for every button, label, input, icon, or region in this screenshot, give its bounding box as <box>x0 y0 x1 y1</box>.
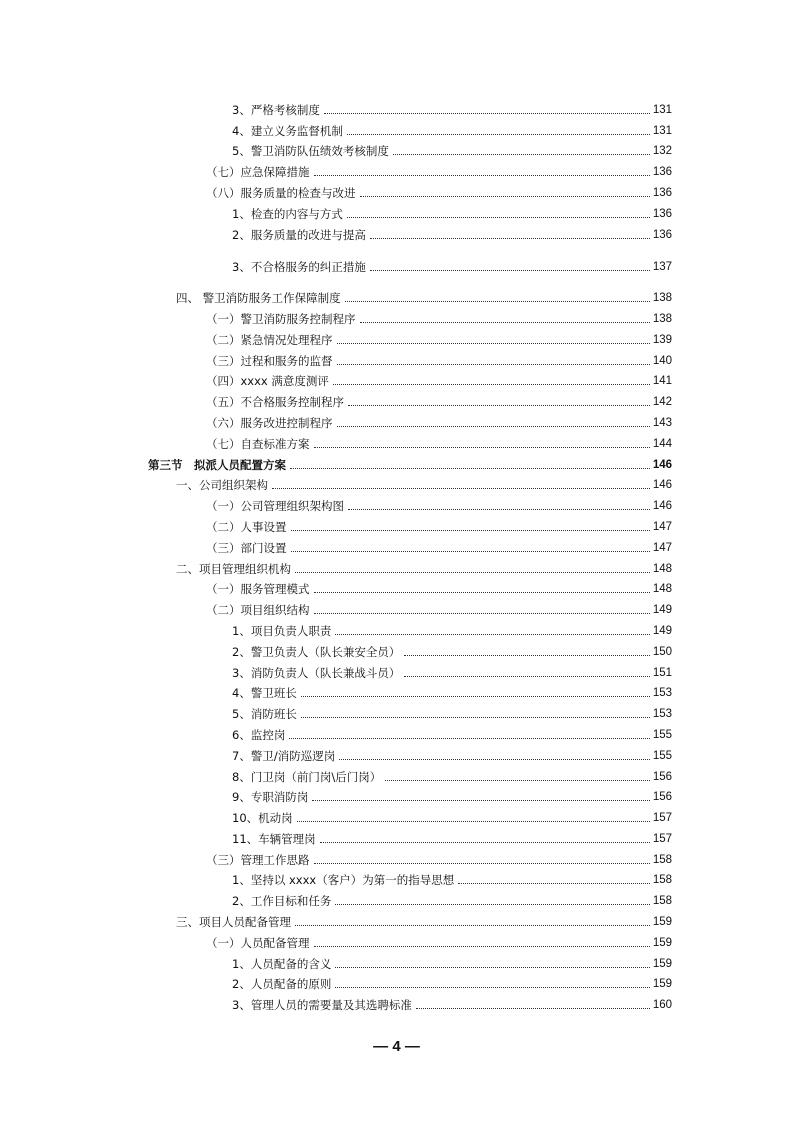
toc-entry-page: 141 <box>652 375 672 388</box>
toc-entry-page: 159 <box>652 936 672 949</box>
toc-entry-page: 143 <box>652 416 672 429</box>
toc-entry[interactable] <box>148 804 672 825</box>
toc-entry[interactable] <box>148 388 672 409</box>
toc-entry-page: 158 <box>652 853 672 866</box>
toc-entry-title: （八）服务质量的检查与改进 <box>206 185 356 200</box>
toc-entry-title: 4、建立义务监督机制 <box>232 123 343 138</box>
toc-entry-title: （一）公司管理组织架构图 <box>206 499 344 514</box>
toc-entry-title: 1、检查的内容与方式 <box>232 206 343 221</box>
toc-entry-title: （六）服务改进控制程序 <box>206 415 333 430</box>
dot-leader <box>291 529 650 531</box>
toc-entry[interactable] <box>148 472 672 493</box>
toc-entry-page: 159 <box>652 916 672 929</box>
toc-entry-title: 一、公司组织架构 <box>176 478 268 493</box>
toc-entry-page: 160 <box>652 999 672 1012</box>
toc-entry-title: 2、工作目标和任务 <box>232 894 332 909</box>
toc-entry[interactable] <box>148 867 672 888</box>
dot-leader <box>360 321 650 323</box>
toc-entry-title: （五）不合格服务控制程序 <box>206 395 344 410</box>
toc-entry-page: 159 <box>652 978 672 991</box>
toc-entry-title: 6、监控岗 <box>232 727 286 742</box>
toc-entry-page: 138 <box>652 292 672 305</box>
toc-entry-page: 159 <box>652 957 672 970</box>
toc-entry[interactable] <box>148 576 672 597</box>
toc-entry-page: 153 <box>652 708 672 721</box>
toc-entry-title: 5、警卫消防队伍绩效考核制度 <box>232 144 389 159</box>
toc-entry[interactable] <box>148 200 672 221</box>
toc-entry[interactable] <box>148 784 672 805</box>
toc-entry[interactable] <box>148 971 672 992</box>
toc-entry[interactable] <box>148 368 672 389</box>
toc-entry-title: （七）应急保障措施 <box>206 165 310 180</box>
toc-entry[interactable] <box>148 221 672 242</box>
dot-leader <box>458 882 650 884</box>
toc-entry-title: （一）服务管理模式 <box>206 582 310 597</box>
dot-leader <box>347 216 650 218</box>
toc-entry-page: 137 <box>652 261 672 274</box>
toc-entry-title: （二）人事设置 <box>206 519 287 534</box>
dot-leader <box>314 612 650 614</box>
toc-entry[interactable] <box>148 887 672 908</box>
toc-entry-page: 136 <box>652 228 672 241</box>
dot-leader <box>393 153 650 155</box>
toc-entry-title: 5、消防班长 <box>232 707 297 722</box>
dot-leader <box>360 195 650 197</box>
dot-leader <box>290 467 650 469</box>
toc-entry[interactable] <box>148 659 672 680</box>
toc-entry-page: 158 <box>652 874 672 887</box>
toc-entry-title: 9、专职消防岗 <box>232 790 309 805</box>
toc-entry[interactable] <box>148 451 672 472</box>
toc-entry-title: （二）项目组织结构 <box>206 603 310 618</box>
toc-entry[interactable] <box>148 138 672 159</box>
dot-leader <box>301 716 650 718</box>
dot-leader <box>314 862 650 864</box>
dot-leader <box>301 695 650 697</box>
page-number: — 4 — <box>373 1038 420 1055</box>
toc-entry-title: 2、服务质量的改进与提高 <box>232 227 366 242</box>
toc-entry-title: （三）部门设置 <box>206 540 287 555</box>
toc-entry-page: 146 <box>652 479 672 492</box>
toc-entry-page: 138 <box>652 312 672 325</box>
toc-entry-page: 155 <box>652 749 672 762</box>
toc-entry-title: 7、警卫/消防巡逻岗 <box>232 748 336 763</box>
toc-entry[interactable] <box>148 96 672 117</box>
toc-entry-page: 136 <box>652 207 672 220</box>
toc-entry[interactable] <box>148 409 672 430</box>
toc-entry-title: （二）紧急情况处理程序 <box>206 332 333 347</box>
dot-leader <box>337 425 650 427</box>
toc-entry-page: 150 <box>652 645 672 658</box>
toc-entry[interactable] <box>148 846 672 867</box>
table-of-contents <box>148 96 672 1012</box>
dot-leader <box>324 112 650 114</box>
toc-entry-title: 3、管理人员的需要量及其选聘标准 <box>232 998 412 1013</box>
toc-entry-page: 131 <box>652 124 672 137</box>
toc-entry-title: 二、项目管理组织机构 <box>176 561 291 576</box>
toc-entry-page: 156 <box>652 791 672 804</box>
dot-leader <box>404 654 649 656</box>
dot-leader <box>314 174 650 176</box>
dot-leader <box>370 237 650 239</box>
toc-entry[interactable] <box>148 555 672 576</box>
toc-entry-page: 139 <box>652 333 672 346</box>
toc-entry-page: 131 <box>652 103 672 116</box>
dot-leader <box>348 508 650 510</box>
toc-entry-page: 147 <box>652 541 672 554</box>
dot-leader <box>416 1007 650 1009</box>
dot-leader <box>291 550 650 552</box>
dot-leader <box>370 269 650 271</box>
toc-entry[interactable] <box>148 680 672 701</box>
toc-entry-title: 4、警卫班长 <box>232 686 297 701</box>
toc-entry[interactable] <box>148 617 672 638</box>
toc-entry-title: （一）人员配备管理 <box>206 935 310 950</box>
dot-leader <box>339 758 650 760</box>
toc-entry[interactable] <box>148 721 672 742</box>
toc-entry-page: 155 <box>652 728 672 741</box>
toc-entry-title: （四）xxxx 满意度测评 <box>206 374 329 389</box>
toc-entry-page: 132 <box>652 145 672 158</box>
toc-entry-title: 第三节 拟派人员配置方案 <box>148 457 286 472</box>
toc-entry[interactable] <box>148 513 672 534</box>
toc-entry-title: 1、人员配备的含义 <box>232 956 332 971</box>
toc-entry-page: 148 <box>652 583 672 596</box>
toc-entry-page: 146 <box>652 458 672 471</box>
toc-entry[interactable] <box>148 179 672 200</box>
dot-leader <box>385 779 650 781</box>
toc-entry-title: 2、人员配备的原则 <box>232 977 332 992</box>
toc-entry-title: （七）自查标准方案 <box>206 436 310 451</box>
toc-entry[interactable] <box>148 742 672 763</box>
toc-entry-title: 3、严格考核制度 <box>232 102 320 117</box>
dot-leader <box>337 363 650 365</box>
toc-entry-page: 147 <box>652 520 672 533</box>
toc-entry[interactable] <box>148 638 672 659</box>
toc-entry-title: 1、坚持以 xxxx（客户）为第一的指导思想 <box>232 873 455 888</box>
toc-entry[interactable] <box>148 596 672 617</box>
toc-entry-title: 8、门卫岗（前门岗\后门岗） <box>232 769 382 784</box>
toc-entry-page: 149 <box>652 624 672 637</box>
dot-leader <box>404 675 649 677</box>
dot-leader <box>348 404 650 406</box>
toc-entry-title: 11、车辆管理岗 <box>232 831 316 846</box>
toc-entry-page: 157 <box>652 832 672 845</box>
toc-entry-title: 2、警卫负责人（队长兼安全员） <box>232 644 401 659</box>
toc-entry[interactable] <box>148 305 672 326</box>
toc-entry-title: （一）警卫消防服务控制程序 <box>206 311 356 326</box>
dot-leader <box>297 820 650 822</box>
toc-entry-page: 153 <box>652 687 672 700</box>
toc-entry[interactable] <box>148 950 672 971</box>
toc-entry[interactable] <box>148 991 672 1012</box>
dot-leader <box>337 342 650 344</box>
toc-entry-page: 151 <box>652 666 672 679</box>
toc-entry[interactable] <box>148 347 672 368</box>
toc-entry-page: 136 <box>652 166 672 179</box>
toc-entry-title: 10、机动岗 <box>232 811 293 826</box>
toc-entry-page: 140 <box>652 354 672 367</box>
toc-entry-title: 3、不合格服务的纠正措施 <box>232 260 366 275</box>
dot-leader <box>312 799 649 801</box>
dot-leader <box>335 966 649 968</box>
toc-entry[interactable] <box>148 534 672 555</box>
dot-leader <box>335 986 649 988</box>
toc-entry[interactable] <box>148 326 672 347</box>
toc-entry-page: 136 <box>652 186 672 199</box>
toc-entry[interactable] <box>148 492 672 513</box>
dot-leader <box>320 841 650 843</box>
toc-entry[interactable] <box>148 908 672 929</box>
toc-entry-title: （三）过程和服务的监督 <box>206 353 333 368</box>
dot-leader <box>289 737 649 739</box>
dot-leader <box>314 446 650 448</box>
toc-entry[interactable] <box>148 825 672 846</box>
toc-entry-page: 157 <box>652 812 672 825</box>
toc-entry-page: 149 <box>652 604 672 617</box>
dot-leader <box>347 133 650 135</box>
toc-entry[interactable] <box>148 117 672 138</box>
toc-entry-page: 142 <box>652 396 672 409</box>
toc-entry-title: （三）管理工作思路 <box>206 852 310 867</box>
dot-leader <box>295 924 650 926</box>
toc-entry-page: 158 <box>652 895 672 908</box>
toc-entry-page: 146 <box>652 500 672 513</box>
toc-entry-page: 156 <box>652 770 672 783</box>
toc-entry-title: 3、消防负责人（队长兼战斗员） <box>232 665 401 680</box>
dot-leader <box>335 633 649 635</box>
toc-entry[interactable] <box>148 284 672 305</box>
toc-entry[interactable] <box>148 430 672 451</box>
dot-leader <box>295 571 650 573</box>
toc-entry-title: 1、项目负责人职责 <box>232 623 332 638</box>
toc-entry[interactable] <box>148 929 672 950</box>
toc-entry-title: 四、 警卫消防服务工作保障制度 <box>176 291 341 306</box>
toc-entry-page: 148 <box>652 562 672 575</box>
toc-entry-page: 144 <box>652 437 672 450</box>
toc-entry[interactable] <box>148 763 672 784</box>
dot-leader <box>333 383 650 385</box>
toc-entry[interactable] <box>148 700 672 721</box>
dot-leader <box>335 903 649 905</box>
dot-leader <box>272 487 650 489</box>
dot-leader <box>314 945 650 947</box>
dot-leader <box>345 300 650 302</box>
dot-leader <box>314 591 650 593</box>
toc-entry[interactable] <box>148 158 672 179</box>
toc-entry[interactable] <box>148 254 672 275</box>
toc-entry-title: 三、项目人员配备管理 <box>176 915 291 930</box>
